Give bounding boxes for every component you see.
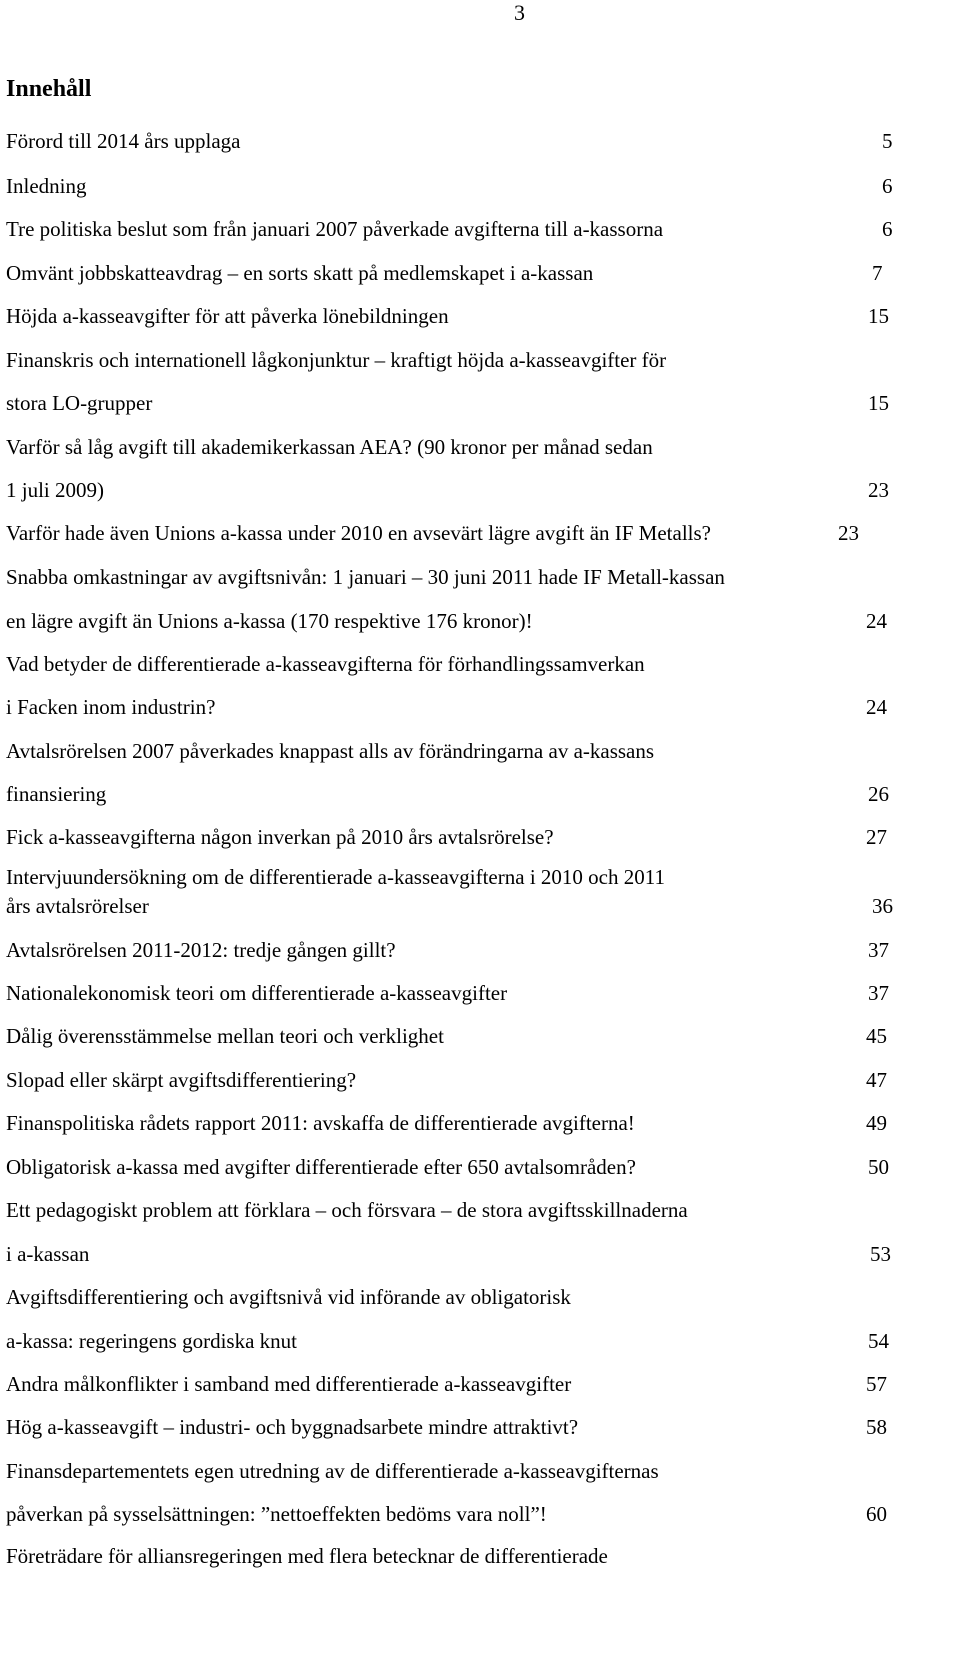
toc-entry-title: Företrädare för alliansregeringen med flera betecknar de differentierade <box>6 1544 608 1568</box>
toc-entry-title: Omvänt jobbskatteavdrag – en sorts skatt på medlemskapet i a-kassan <box>6 261 594 285</box>
toc-entry-page: 6 <box>882 174 893 198</box>
toc-entry-page: 15 <box>868 304 889 328</box>
toc-entry-title: Tre politiska beslut som från januari 2007 påverkade avgifterna till a-kassorna <box>6 217 664 241</box>
page-number: 3 <box>514 0 525 25</box>
toc-entry-page: 49 <box>866 1111 887 1135</box>
toc-entry-title: Varför så låg avgift till akademikerkassan AEA? (90 kronor per månad sedan <box>6 435 653 459</box>
toc-entry-title: Hög a-kasseavgift – industri- och byggnadsarbete mindre attraktivt? <box>6 1415 579 1439</box>
toc-entry-title: Avtalsrörelsen 2011-2012: tredje gången gillt? <box>6 938 396 962</box>
toc-entry-page: 47 <box>866 1068 887 1092</box>
toc-entry-page: 23 <box>838 521 859 545</box>
toc-entry-title: Avgiftsdifferentiering och avgiftsnivå vid införande av obligatorisk <box>6 1285 571 1309</box>
toc-entry-title-cont: års avtalsrörelser <box>6 894 149 918</box>
toc-entry-title-cont: finansiering <box>6 782 107 806</box>
toc-entry-title: Varför hade även Unions a-kassa under 2010 en avsevärt lägre avgift än IF Metalls? <box>6 521 711 545</box>
toc-entry-title-cont: a-kassa: regeringens gordiska knut <box>6 1329 297 1353</box>
toc-heading: Innehåll <box>6 76 92 102</box>
toc-entry-page: 24 <box>866 695 887 719</box>
toc-entry-page: 53 <box>870 1242 891 1266</box>
toc-entry-title: Förord till 2014 års upplaga <box>6 129 241 153</box>
toc-entry-page: 57 <box>866 1372 887 1396</box>
toc-entry-page: 50 <box>868 1155 889 1179</box>
toc-entry-page: 37 <box>868 981 889 1005</box>
toc-entry-title: Fick a-kasseavgifterna någon inverkan på 2010 års avtalsrörelse? <box>6 825 554 849</box>
toc-entry-title: Slopad eller skärpt avgiftsdifferentiering? <box>6 1068 357 1092</box>
toc-entry-title: Snabba omkastningar av avgiftsnivån: 1 januari – 30 juni 2011 hade IF Metall-kassan <box>6 565 725 589</box>
toc-entry-page: 26 <box>868 782 889 806</box>
toc-entry-page: 24 <box>866 609 887 633</box>
toc-entry-page: 37 <box>868 938 889 962</box>
toc-entry-title-cont: påverkan på sysselsättningen: ”nettoeffekten bedöms vara noll”! <box>6 1502 547 1526</box>
toc-entry-page: 45 <box>866 1024 887 1048</box>
toc-entry-title: Obligatorisk a-kassa med avgifter differentierade efter 650 avtalsområden? <box>6 1155 636 1179</box>
toc-entry-title-cont: i Facken inom industrin? <box>6 695 216 719</box>
toc-entry-page: 15 <box>868 391 889 415</box>
toc-entry-title: Dålig överensstämmelse mellan teori och verklighet <box>6 1024 444 1048</box>
toc-entry-page: 23 <box>868 478 889 502</box>
toc-entry-title: Intervjuundersökning om de differentierade a-kasseavgifterna i 2010 och 2011 <box>6 865 665 889</box>
toc-entry-title: Finanspolitiska rådets rapport 2011: avskaffa de differentierade avgifterna! <box>6 1111 635 1135</box>
toc-entry-title: Andra målkonflikter i samband med differentierade a-kasseavgifter <box>6 1372 572 1396</box>
toc-entry-page: 5 <box>882 129 893 153</box>
toc-entry-title-cont: en lägre avgift än Unions a-kassa (170 respektive 176 kronor)! <box>6 609 533 633</box>
toc-entry-title: Ett pedagogiskt problem att förklara – och försvara – de stora avgiftsskillnaderna <box>6 1198 688 1222</box>
toc-entry-title: Höjda a-kasseavgifter för att påverka lönebildningen <box>6 304 449 328</box>
toc-entry-title-cont: 1 juli 2009) <box>6 478 104 502</box>
toc-entry-page: 60 <box>866 1502 887 1526</box>
toc-entry-page: 7 <box>872 261 883 285</box>
toc-entry-page: 36 <box>872 894 893 918</box>
toc-entry-title-cont: stora LO-grupper <box>6 391 153 415</box>
toc-entry-title: Nationalekonomisk teori om differentierade a-kasseavgifter <box>6 981 508 1005</box>
toc-entry-title: Finanskris och internationell lågkonjunktur – kraftigt höjda a-kasseavgifter för <box>6 348 667 372</box>
toc-entry-title: Avtalsrörelsen 2007 påverkades knappast alls av förändringarna av a-kassans <box>6 739 655 763</box>
toc-entry-page: 27 <box>866 825 887 849</box>
toc-entry-title: Vad betyder de differentierade a-kasseavgifterna för förhandlingssamverkan <box>6 652 645 676</box>
toc-entry-page: 54 <box>868 1329 889 1353</box>
toc-entry-page: 58 <box>866 1415 887 1439</box>
toc-entry-title: Inledning <box>6 174 87 198</box>
toc-entry-page: 6 <box>882 217 893 241</box>
toc-entry-title: Finansdepartementets egen utredning av de differentierade a-kasseavgifternas <box>6 1459 659 1483</box>
toc-entry-title-cont: i a-kassan <box>6 1242 90 1266</box>
